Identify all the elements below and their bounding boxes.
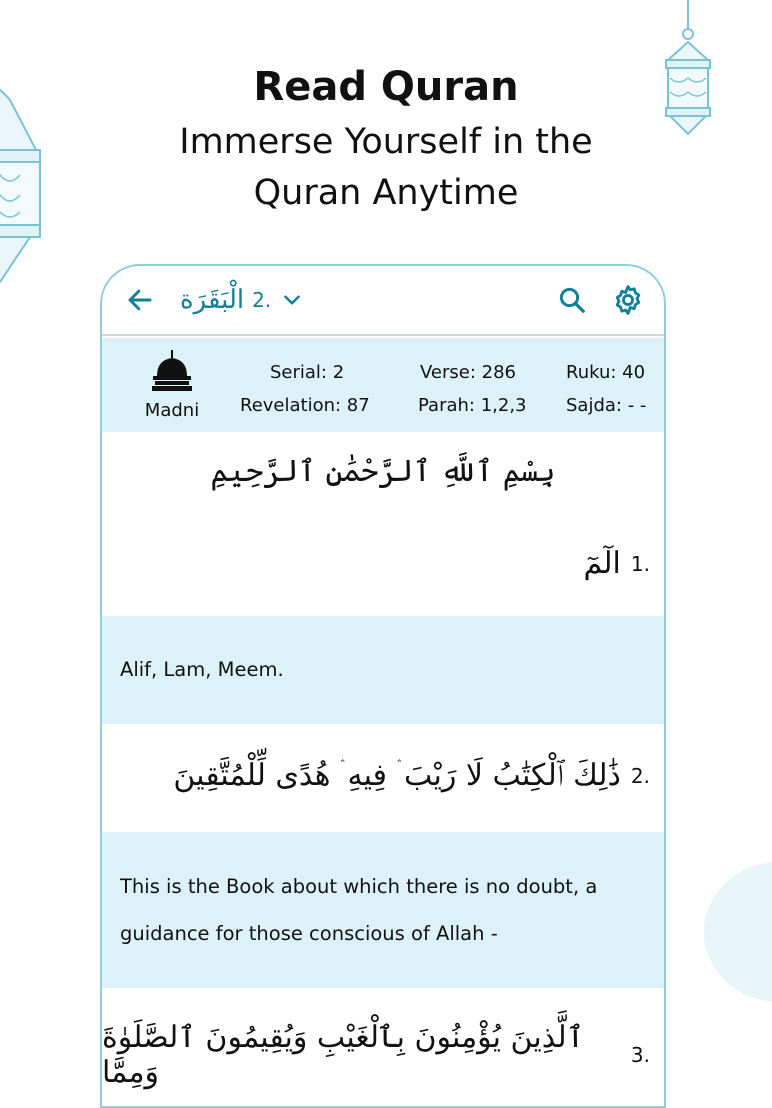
ayah-row-2[interactable] (102, 724, 664, 832)
decorative-circle (704, 862, 772, 1002)
settings-button[interactable] (608, 280, 648, 320)
ayah-translation-line2: guidance for those conscious of Allah - (120, 922, 498, 945)
page-subtitle-line2: Quran Anytime (253, 173, 519, 213)
surah-info-panel (102, 338, 664, 432)
ruku-value: Ruku: 40 (566, 362, 646, 383)
ayah-row-3[interactable] (102, 988, 664, 1108)
ayah-2-arabic-line (173, 758, 650, 793)
ayah-arabic: ٱلَّذِينَ يُؤْمِنُونَ بِٱلْغَيْبِ وَيُقِيمُونَ ٱلصَّلَوٰةَ وَمِمَّا (102, 1020, 585, 1090)
page-subtitle-line1: Immerse Yourself in the (179, 122, 593, 162)
surah-number: 2. (252, 288, 272, 312)
search-button[interactable] (552, 280, 592, 320)
ayah-arabic: الٓمٓ (583, 546, 621, 581)
gear-icon (611, 283, 645, 317)
page-title: Read Quran (253, 64, 519, 110)
parah-value: Parah: 1,2,3 (418, 395, 527, 416)
ayah-number: 3. (630, 1043, 650, 1067)
back-button[interactable] (120, 280, 160, 320)
app-bar (102, 266, 664, 334)
search-icon (557, 285, 587, 315)
revelation-type-label: Madni (144, 400, 200, 421)
translation-row-1[interactable] (102, 616, 664, 724)
chevron-down-icon (279, 287, 305, 313)
mosque-icon (149, 348, 195, 394)
translation-row-2[interactable] (102, 832, 664, 988)
surah-selector[interactable] (180, 280, 305, 320)
surah-name: الْبَقَرَة (180, 285, 245, 315)
appbar-divider (102, 334, 664, 336)
ayah-arabic: ذَٰلِكَ ٱلْكِتَٰبُ لَا رَيْبَ ۛ فِيهِ ۛ هُدًى لِّلْمُتَّقِينَ (173, 758, 621, 793)
phone-frame (100, 264, 666, 1108)
verse-count: Verse: 286 (420, 362, 516, 383)
ayah-1-arabic-line (583, 546, 650, 581)
revelation-type (138, 348, 206, 421)
sajda-value: Sajda: - - (566, 395, 647, 416)
ayah-translation: Alif, Lam, Meem. (120, 658, 284, 681)
arrow-left-icon (125, 285, 155, 315)
ayah-number: 2. (630, 763, 650, 788)
ayah-row-1[interactable] (102, 432, 664, 616)
serial-value: Serial: 2 (270, 362, 345, 383)
ayah-number: 1. (630, 551, 650, 576)
ayah-translation-line1: This is the Book about which there is no doubt, a (120, 875, 598, 898)
revelation-value: Revelation: 87 (240, 395, 370, 416)
bismillah: بِسْمِ ٱللَّهِ ٱلرَّحْمَٰنِ ٱلرَّحِيمِ (210, 454, 556, 489)
